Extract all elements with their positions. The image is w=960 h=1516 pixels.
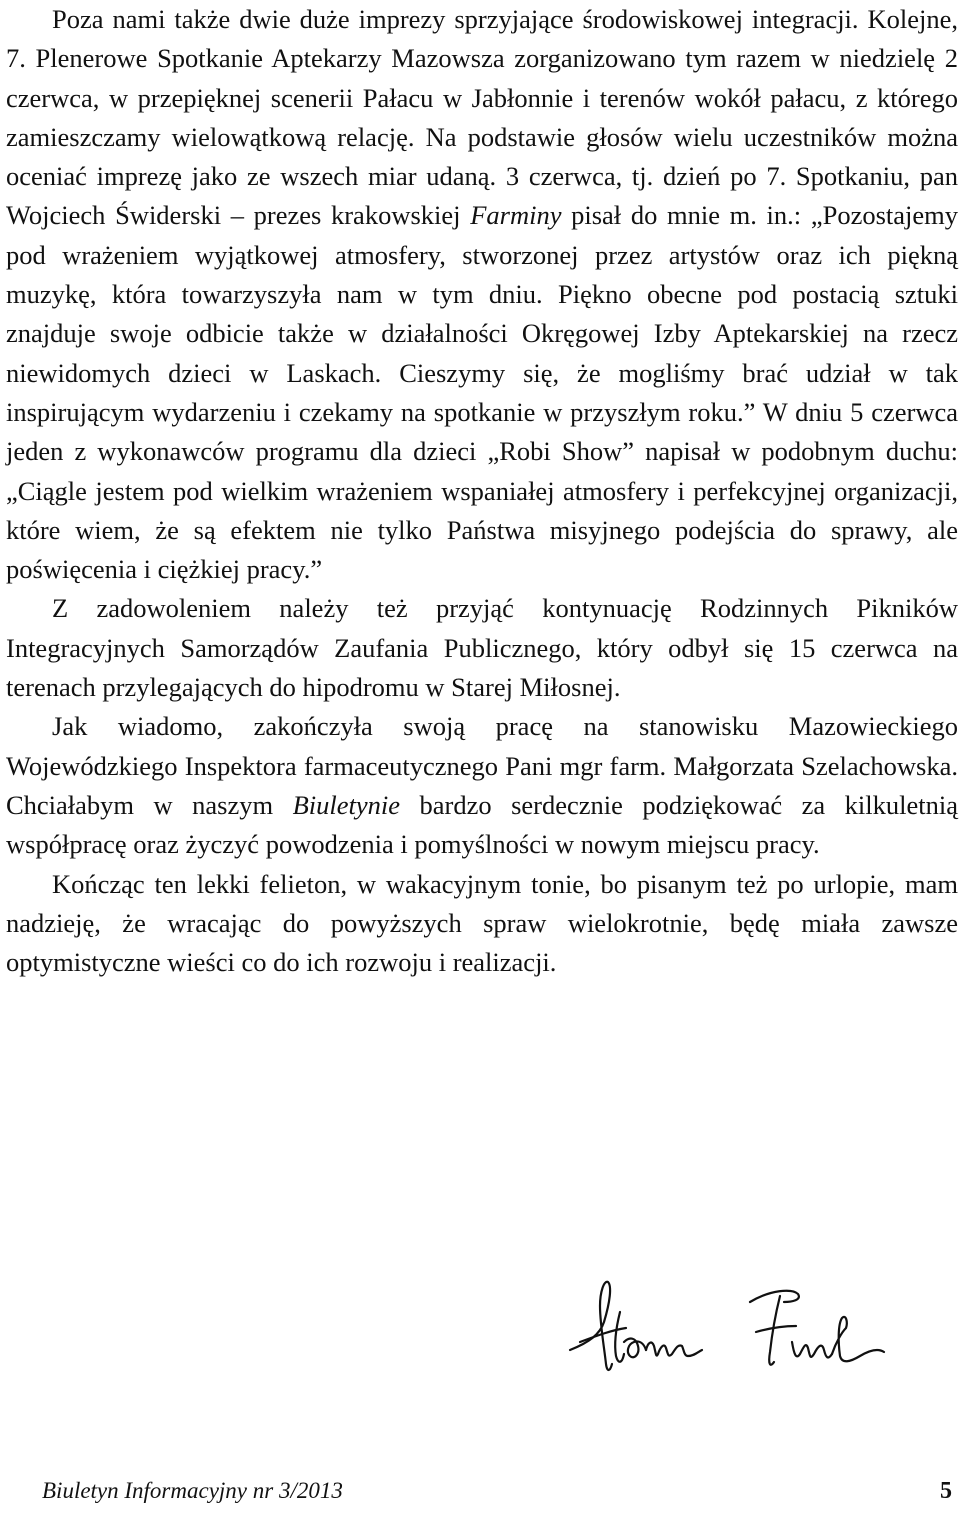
paragraph-1-text-a: Poza nami także dwie duże imprezy sprzyjające środowiskowej integracji. Kolejne, 7. Plenerowe Spotkanie Aptekarzy Mazowsza zorganizowano tym razem w niedzielę 2 czerwca, w przepięknej scenerii Pałacu w Jabłonnie i terenów wokół pałacu, z którego zamieszczamy wielowątkową relację. Na podstawie głosów wielu uczestników można oceniać imprezę jako ze wszech miar udaną. 3 czerwca, tj. dzień po 7. Spotkaniu, pan Wojciech Świderski – prezes krakowskiej bbox=[6, 4, 958, 231]
paragraph-1-text-b: pisał do mnie m. in.: „Pozostajemy pod wrażeniem wyjątkowej atmosfery, stworzonej przez artystów oraz ich piękną muzykę, która towarzyszyła nam w tym dniu. Piękno obecne pod postacią sztuki znajduje swoje odbicie także w działalności Okręgowej Izby Aptekarskiej na rzecz niewidomych dzieci w Laskach. Cieszymy się, że mogliśmy brać udział w tak inspirującym wydarzeniu i czekamy na spotkanie w przyszłym roku.” W dniu 5 czerwca jeden z wykonawców programu dla dzieci „Robi Show” napisał w podobnym duchu: „Ciągle jestem pod wielkim wrażeniem wspaniałej atmosfery i perfekcyjnej organizacji, które wiem, że są efektem nie tylko Państwa misyjnego podejścia do sprawy, ale poświęcenia i ciężkiej pracy.” bbox=[6, 200, 959, 585]
paragraph-4 bbox=[6, 865, 958, 983]
paragraph-4-text: Kończąc ten lekki felieton, w wakacyjnym tonie, bo pisanym też po urlopie, mam nadzieję, że wracając do powyższych spraw wielokrotnie, będę miała zawsze optymistyczne wieści co do ich rozwoju i realizacji. bbox=[6, 868, 958, 978]
paragraph-3-text-a: Jak wiadomo, zakończyła swoją pracę na stanowisku Mazowieckiego Wojewódzkiego Inspektora farmaceutycznego Pani mgr farm. Małgorzata Szelachowska. Chciałabym w naszym bbox=[6, 711, 958, 820]
footer-publication-title: Biuletyn Informacyjny nr 3/2013 bbox=[42, 1478, 343, 1503]
page-footer bbox=[42, 1478, 952, 1512]
footer-page-number: 5 bbox=[940, 1478, 952, 1504]
paragraph-3-text-b: bardzo serdecznie podziękować za kilkuletnią współpracę oraz życzyć powodzenia i pomyślności w nowym miejscu pracy. bbox=[6, 789, 958, 860]
paragraph-1 bbox=[6, 0, 958, 589]
paragraph-3 bbox=[6, 707, 958, 864]
paragraph-2-text: Z zadowoleniem należy też przyjąć kontynuację Rodzinnych Pikników Integracyjnych Samorządów Zaufania Publicznego, który odbył się 15 czerwca na terenach przylegających do hipodromu w Starej Miłosnej. bbox=[6, 593, 958, 703]
article-body bbox=[6, 0, 958, 982]
paragraph-1-italic-farminy: Farminy bbox=[470, 200, 562, 231]
paragraph-3-italic-biuletynie: Biuletynie bbox=[292, 789, 401, 820]
handwritten-signature bbox=[560, 1272, 890, 1392]
paragraph-2 bbox=[6, 589, 958, 707]
